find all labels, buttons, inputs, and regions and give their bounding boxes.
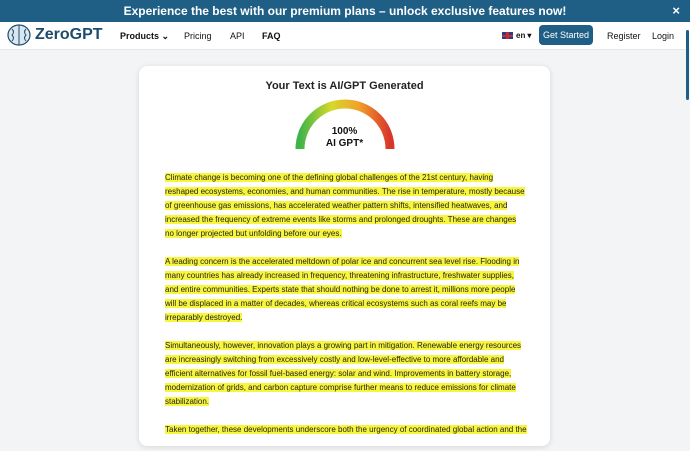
- paragraph: [165, 339, 527, 409]
- paragraph: [165, 255, 527, 325]
- promo-banner[interactable]: [0, 0, 690, 22]
- highlighted-text: Climate change is becoming one of the defining global challenges of the 21st century, having reshaped ecosystems, economies, and human communities. The rise in temperature, mostly because of greenhouse gas emissions, has accelerated weather pattern shifts, intensified heatwaves, and increased the frequency of extreme events like storms and prolonged droughts. These are changes no longer projected but unfolding before our eyes.: [165, 173, 525, 238]
- scrollbar-thumb[interactable]: [686, 30, 689, 100]
- close-icon[interactable]: ×: [672, 3, 680, 18]
- highlighted-text: A leading concern is the accelerated meltdown of polar ice and concurrent sea level rise. Flooding in many countries has already increased in frequency, threatening infrastructure, freshwater supplies, and entire communities. Experts state that should nothing be done to arrest it, millions more people will be displaced in a matter of decades, whereas critical ecosystems such as coral reefs may be irreparably destroyed.: [165, 257, 520, 322]
- top-nav: [0, 22, 690, 50]
- uk-flag-icon: [502, 32, 513, 39]
- get-started-button[interactable]: Get Started: [539, 25, 593, 45]
- language-label: en: [516, 31, 526, 40]
- gauge-percent: 100%: [331, 126, 358, 137]
- result-card: [139, 66, 550, 446]
- logo[interactable]: [6, 23, 103, 47]
- nav-products-label: Products: [120, 31, 160, 41]
- brain-logo-icon: [6, 23, 32, 47]
- language-selector[interactable]: [502, 31, 531, 40]
- highlighted-text: Taken together, these developments underscore both the urgency of coordinated global action and the: [165, 425, 527, 434]
- caret-down-icon: ▾: [527, 31, 532, 40]
- promo-banner-text[interactable]: Experience the best with our premium plans – unlock exclusive features now!: [123, 4, 567, 18]
- highlighted-text: Simultaneously, however, innovation plays a growing part in mitigation. Renewable energy resources are increasingly switching from excessively costly and low-level-effective to more affordable and efficient alternatives for fossil fuel-based energy: solar and wind. Improvements in battery storage, modernization of grids, and carbon capture comprise further means to reduce emissions for climate stabilization.: [165, 341, 522, 406]
- nav-login[interactable]: Login: [652, 31, 675, 41]
- nav-api[interactable]: API: [230, 31, 245, 41]
- nav-faq[interactable]: FAQ: [262, 31, 281, 41]
- paragraph: [165, 423, 527, 437]
- paragraph: [165, 171, 527, 241]
- result-title: Your Text is AI/GPT Generated: [265, 80, 424, 92]
- nav-products[interactable]: [120, 31, 169, 42]
- nav-register[interactable]: Register: [607, 31, 641, 41]
- gauge-label: AI GPT*: [325, 138, 364, 149]
- logo-text: ZeroGPT: [35, 26, 103, 43]
- analyzed-text: [165, 171, 527, 451]
- nav-pricing[interactable]: Pricing: [184, 31, 212, 41]
- chevron-down-icon: ⌄: [161, 31, 170, 41]
